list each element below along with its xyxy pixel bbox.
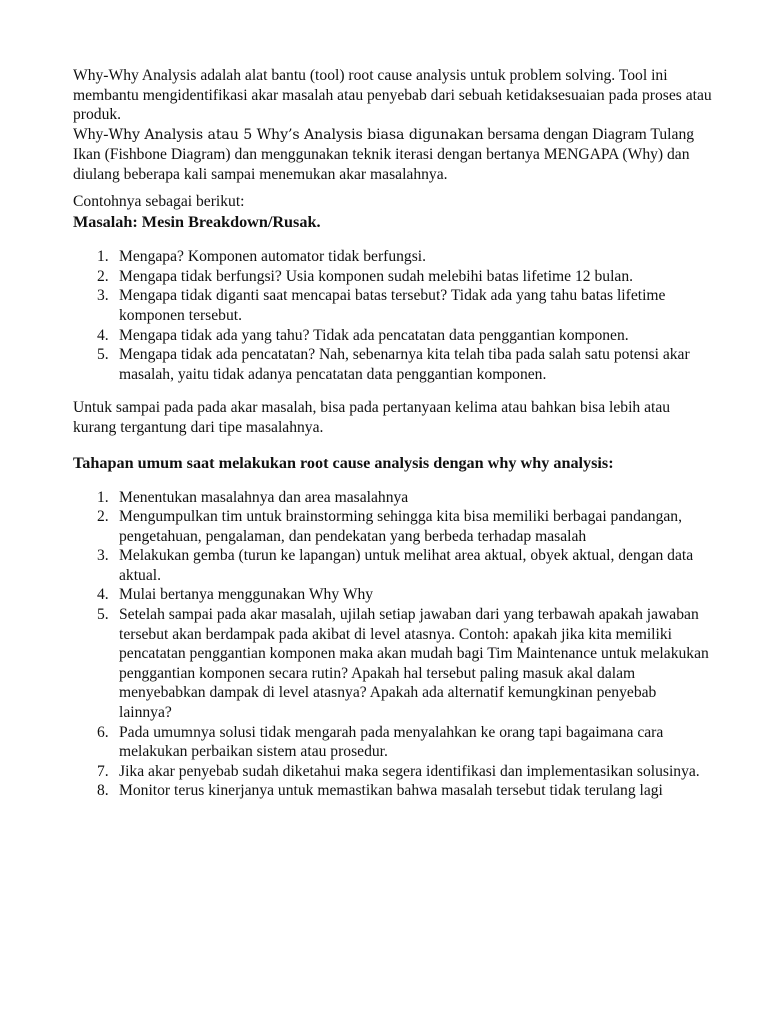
steps-heading: Tahapan umum saat melakukan root cause analysis dengan why why analysis: [73,453,614,472]
list-item-text: Mengapa tidak ada pencatatan? Nah, sebenarnya kita telah tiba pada salah satu potensi akar masalah, yaitu tidak adanya pencatatan data penggantian komponen. [119,346,690,383]
list-item-text: Mengapa? Komponen automator tidak berfungsi. [119,248,427,266]
why-list-item [73,345,713,384]
list-item-text: Setelah sampai pada akar masalah, ujilah setiap jawaban dari yang terbawah apakah jawaban tersebut akan berdampak pada akibat di level atasnya. Contoh: apakah jika kita memiliki pencatatan penggantian komponen maka akan mudah bagi Tim Maintenance untuk melakukan penggantian komponen secara rutin? Apakah hal tersebut paling masuk akal dalam menyebabkan dampak di level atasnya? Apakah ada alternatif kemungkinan penyebab lainnya? [119,606,709,722]
steps-list-item [73,585,713,605]
list-number: 5. [97,346,109,364]
document-page [73,66,713,801]
steps-list-item [73,546,713,585]
list-number: 5. [97,606,109,624]
list-item-text: Melakukan gemba (turun ke lapangan) untuk melihat area aktual, obyek aktual, dengan data aktual. [119,547,694,584]
list-number: 4. [97,326,109,344]
list-number: 7. [97,762,109,780]
list-number: 6. [97,723,109,741]
steps-list-item [73,723,713,762]
list-number: 1. [97,488,109,506]
example-label: Contohnya sebagai berikut: [73,192,245,210]
list-number: 2. [97,508,109,526]
problem-heading: Masalah: Mesin Breakdown/Rusak. [73,213,321,232]
why-list-item [73,326,713,346]
intro-paragraph-2-emphasis: Why Analysis atau 5 Why’s Analysis biasa digunakan [108,126,484,143]
list-item-text: Monitor terus kinerjanya untuk memastikan bahwa masalah tersebut tidak terulang lagi [119,782,663,800]
list-item-text: Jika akar penyebab sudah diketahui maka segera identifikasi dan implementasikan solusinya. [119,762,700,780]
steps-list-item [73,781,713,801]
list-item-text: Mulai bertanya menggunakan Why Why [119,586,374,604]
steps-list-item [73,762,713,782]
intro-paragraph-2-end: bersama dengan Diagram Tulang Ikan (Fishbone Diagram) dan menggunakan teknik iterasi dengan bertanya MENGAPA (Why) dan diulang beberapa kali sampai menemukan akar masalahnya. [73,125,695,183]
list-number: 3. [97,287,109,305]
list-item-text: Mengapa tidak ada yang tahu? Tidak ada pencatatan data penggantian komponen. [119,326,629,344]
steps-list-item [73,488,713,508]
list-number: 4. [97,586,109,604]
intro-paragraph-1: Why-Why Analysis adalah alat bantu (tool) root cause analysis untuk problem solving. Tool ini membantu mengidentifikasi akar masalah atau penyebab dari sebuah ketidaksesuaian pada proses atau produk. [73,67,712,124]
list-number: 1. [97,248,109,266]
list-item-text: Mengumpulkan tim untuk brainstorming sehingga kita bisa memiliki berbagai pandangan, pengetahuan, pengalaman, dan pendekatan yang berbeda terhadap masalah [119,508,682,545]
intro-paragraph-2 [73,125,713,185]
conclusion-paragraph: Untuk sampai pada pada akar masalah, bisa pada pertanyaan kelima atau bahkan bisa lebih atau kurang tergantung dari tipe masalahnya. [73,399,671,436]
list-item-text: Menentukan masalahnya dan area masalahnya [119,488,409,506]
list-number: 3. [97,547,109,565]
why-list-item [73,286,713,325]
list-item-text: Mengapa tidak berfungsi? Usia komponen sudah melebihi batas lifetime 12 bulan. [119,267,634,285]
why-list [73,247,713,384]
intro-paragraph-2-start: Why- [73,125,109,143]
steps-list-item [73,507,713,546]
steps-list-item [73,605,713,723]
list-number: 2. [97,267,109,285]
why-list-item [73,247,713,267]
list-number: 8. [97,782,109,800]
list-item-text: Pada umumnya solusi tidak mengarah pada menyalahkan ke orang tapi bagaimana cara melakukan perbaikan sistem atau prosedur. [119,723,664,761]
list-item-text: Mengapa tidak diganti saat mencapai batas tersebut? Tidak ada yang tahu batas lifetime komponen tersebut. [119,287,666,324]
steps-list [73,488,713,802]
why-list-item [73,267,713,287]
